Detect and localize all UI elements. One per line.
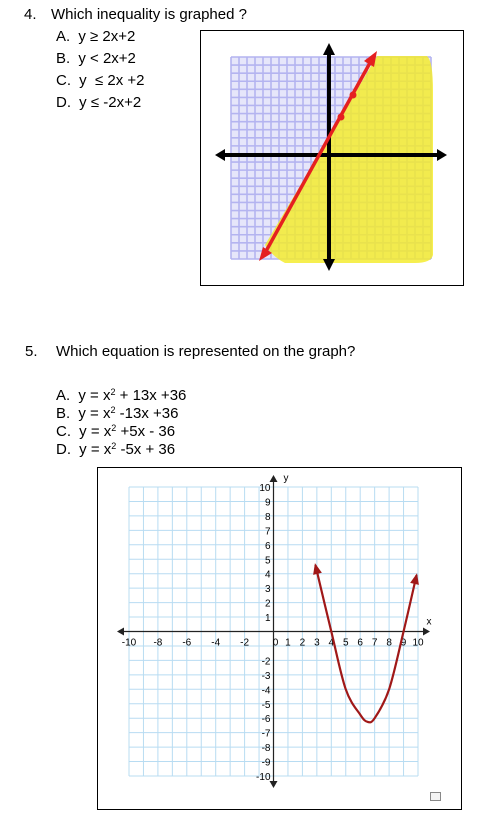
- y-tick-label: -8: [261, 743, 271, 755]
- y-tick-label: -7: [261, 728, 271, 740]
- x-tick-label: 8: [386, 637, 392, 649]
- x-tick-label: 10: [412, 637, 424, 649]
- y-axis-arrow-bottom: [270, 781, 278, 788]
- option-letter: C.: [56, 423, 71, 440]
- x-tick-label: 1: [285, 637, 291, 649]
- x-tick-label: 7: [371, 637, 378, 649]
- eq-exponent: 2: [110, 405, 116, 415]
- y-tick-label: 9: [264, 497, 271, 509]
- option-letter: C.: [56, 72, 71, 89]
- eq-base: y = x: [79, 441, 112, 458]
- x-axis-label: x: [426, 616, 432, 628]
- y-tick-label: -9: [261, 757, 271, 769]
- y-tick-label: 1: [264, 613, 271, 625]
- x-tick-label: -10: [121, 637, 137, 649]
- inequality-graph-frame: [200, 30, 464, 286]
- option-text: y < 2x+2: [78, 50, 136, 67]
- boundary-point-1: [338, 114, 345, 121]
- y-tick-label: 10: [259, 483, 271, 494]
- y-tick-label: 7: [264, 526, 271, 538]
- y-tick-label: -5: [261, 699, 271, 711]
- option-text: y ≤ -2x+2: [79, 94, 142, 111]
- curve-arrow-left: [313, 563, 322, 575]
- parabola-graph-frame: [97, 467, 462, 810]
- y-tick-label: 3: [264, 584, 271, 596]
- x-tick-label: -4: [211, 637, 221, 649]
- x-axis-arrow-left: [215, 149, 225, 161]
- x-axis-arrow-right: [437, 149, 447, 161]
- eq-rest: -5x + 36: [116, 441, 176, 458]
- x-tick-label: 2: [299, 637, 306, 649]
- question-4-number: 4.: [24, 6, 37, 23]
- x-tick-label: -6: [182, 637, 192, 649]
- x-tick-label: 6: [357, 637, 363, 649]
- q4-option-b[interactable]: [56, 50, 136, 68]
- x-tick-label: -8: [153, 637, 163, 649]
- x-tick-label: 9: [400, 637, 407, 649]
- option-letter: B.: [56, 405, 71, 422]
- x-axis-arrow-right: [423, 628, 430, 636]
- option-letter: A.: [56, 28, 71, 45]
- x-axis-arrow-left: [117, 628, 124, 636]
- q4-option-d[interactable]: [56, 94, 141, 112]
- option-letter: D.: [56, 441, 71, 458]
- q4-option-a[interactable]: [56, 28, 135, 46]
- parabola-chart: [98, 468, 461, 809]
- eq-exponent: 2: [111, 423, 117, 433]
- y-axis-arrow-bottom: [323, 259, 335, 271]
- x-tick-label: -2: [240, 637, 250, 649]
- option-letter: D.: [56, 94, 71, 111]
- x-tick-label: 0: [272, 637, 279, 649]
- y-tick-label: 6: [264, 540, 271, 552]
- option-text: y ≤ 2x +2: [79, 72, 145, 89]
- question-4-text: Which inequality is graphed ?: [51, 6, 247, 23]
- y-axis-arrow-top: [270, 475, 278, 482]
- y-tick-label: 5: [264, 555, 271, 567]
- x-tick-label: 5: [342, 637, 349, 649]
- option-letter: A.: [56, 387, 71, 404]
- eq-base: y = x: [79, 423, 112, 440]
- eq-exponent: 2: [111, 441, 117, 451]
- parabola-axes: [117, 473, 432, 788]
- eq-rest: +5x - 36: [116, 423, 176, 440]
- x-tick-label: 3: [314, 637, 320, 649]
- option-text: [79, 441, 175, 458]
- x-tick-label: 4: [328, 637, 335, 649]
- parabola-tick-labels: [122, 483, 424, 783]
- option-letter: B.: [56, 50, 71, 67]
- y-tick-label: 8: [264, 511, 271, 523]
- inequality-graph: [201, 31, 463, 285]
- y-tick-label: 4: [264, 569, 271, 581]
- y-tick-label: -6: [261, 714, 271, 726]
- y-tick-label: -10: [256, 772, 271, 783]
- y-axis-arrow-top: [323, 43, 335, 55]
- y-tick-label: -3: [261, 670, 271, 682]
- eq-base: y = x: [78, 387, 111, 404]
- question-5-number: 5.: [25, 343, 38, 360]
- y-tick-label: -4: [261, 685, 271, 697]
- eq-rest: + 13x +36: [115, 387, 187, 404]
- eq-rest: -13x +36: [115, 405, 179, 422]
- y-tick-label: -2: [261, 656, 271, 668]
- boundary-point-2: [350, 92, 357, 99]
- eq-base: y = x: [78, 405, 111, 422]
- question-5-text: Which equation is represented on the graph?: [56, 343, 356, 360]
- eq-exponent: 2: [110, 387, 116, 397]
- y-tick-label: 2: [264, 598, 271, 610]
- q4-option-c[interactable]: [56, 72, 145, 90]
- y-axis-label: y: [283, 473, 289, 484]
- option-text: y ≥ 2x+2: [78, 28, 136, 45]
- expand-graph-icon[interactable]: [430, 792, 441, 801]
- q5-option-d[interactable]: [56, 437, 175, 459]
